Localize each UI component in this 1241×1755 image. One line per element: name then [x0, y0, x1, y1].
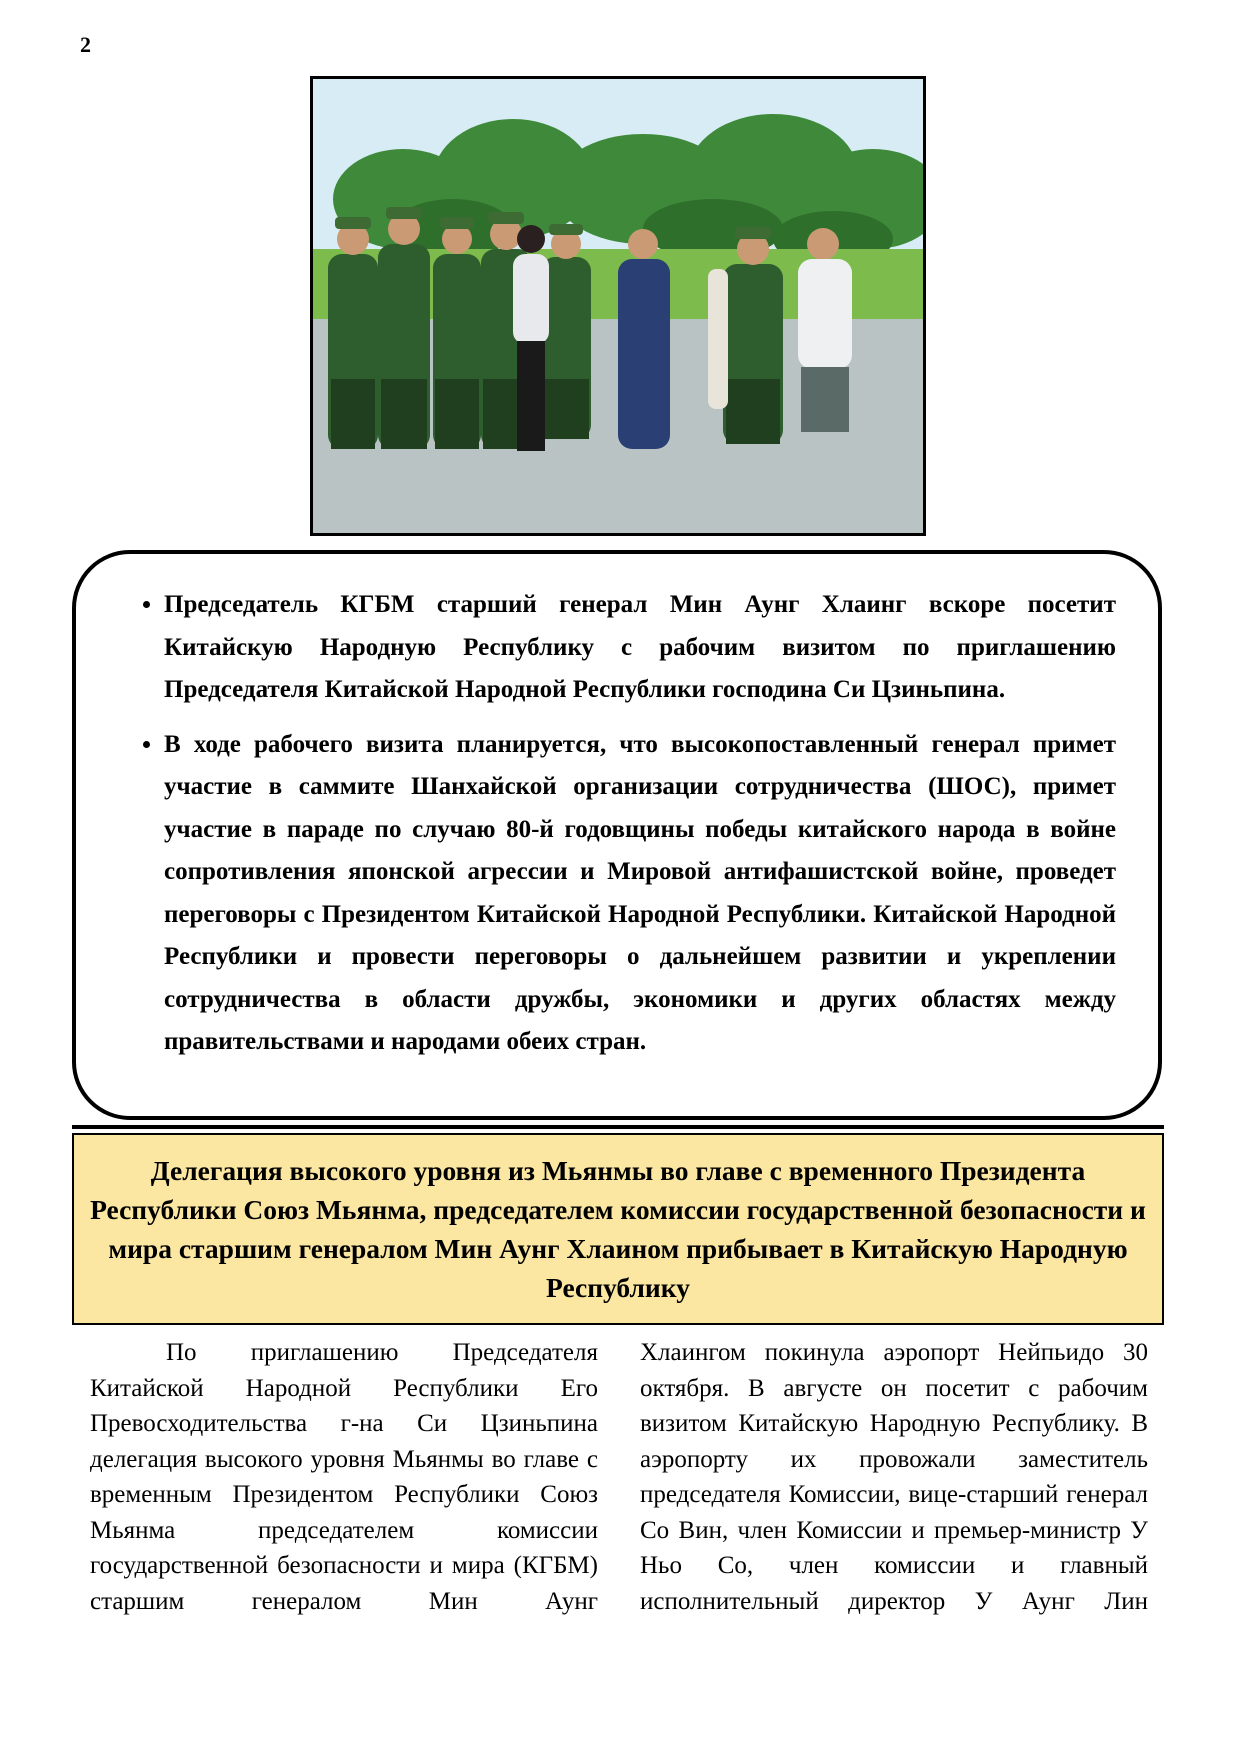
article-column-right — [640, 1335, 1148, 1619]
section-divider — [72, 1125, 1164, 1129]
news-photo — [310, 76, 926, 536]
article-text-left: По приглашению Председателя Китайской Народной Республики Его Превосходительства г-на Си Цзиньпина делегация высокого уровня Мьянмы во главе с временным Президентом Республики Союз Мьянма председателем комиссии государственной безопасности и мира (КГБМ) старшим генералом Мин Аунг — [90, 1339, 598, 1615]
article-column-left — [90, 1335, 598, 1619]
page-number: 2 — [80, 32, 91, 57]
summary-bullet-1: • Председатель КГБМ старший генерал Мин Аунг Хлаинг вскоре посетит Китайскую Народную Республику с рабочим визитом по приглашению Председателя Китайской Народной Республики господина Си Цзиньпина. — [164, 584, 1116, 712]
article-text-right: Хлаингом покинула аэропорт Нейпьидо 30 октября. В августе он посетит с рабочим визитом Китайскую Народную Республику. В аэропорту их провожали заместитель председателя Комиссии, вице-старший генерал Со Вин, член Комиссии и премьер-министр У Ньо Со, член комиссии и главный исполнительный директор У Аунг Лин — [640, 1339, 1148, 1615]
headline-box — [72, 1133, 1164, 1325]
photo-illustration — [313, 79, 923, 533]
summary-bullet-2: • В ходе рабочего визита планируется, что высокопоставленный генерал примет участие в саммите Шанхайской организации сотрудничества (ШОС), примет участие в параде по случаю 80-й годовщины победы китайского народа в войне сопротивления японской агрессии и Мировой антифашистской войне, проведет переговоры с Президентом Китайской Народной Республики. Китайской Народной Республики и провести переговоры о дальнейшем развитии и укреплении сотрудничества в области дружбы, экономики и других областях между правительствами и народами обеих стран. — [164, 724, 1116, 1064]
summary-bullet-list — [138, 584, 1116, 1064]
summary-bullet-box — [72, 550, 1162, 1120]
article-headline: Делегация высокого уровня из Мьянмы во главе с временного Президента Республики Союз Мьянма, председателем комиссии государственной безопасности и мира старшим генералом Мин Аунг Хлаином прибывает в Китайскую Народную Республику — [90, 1155, 1146, 1303]
